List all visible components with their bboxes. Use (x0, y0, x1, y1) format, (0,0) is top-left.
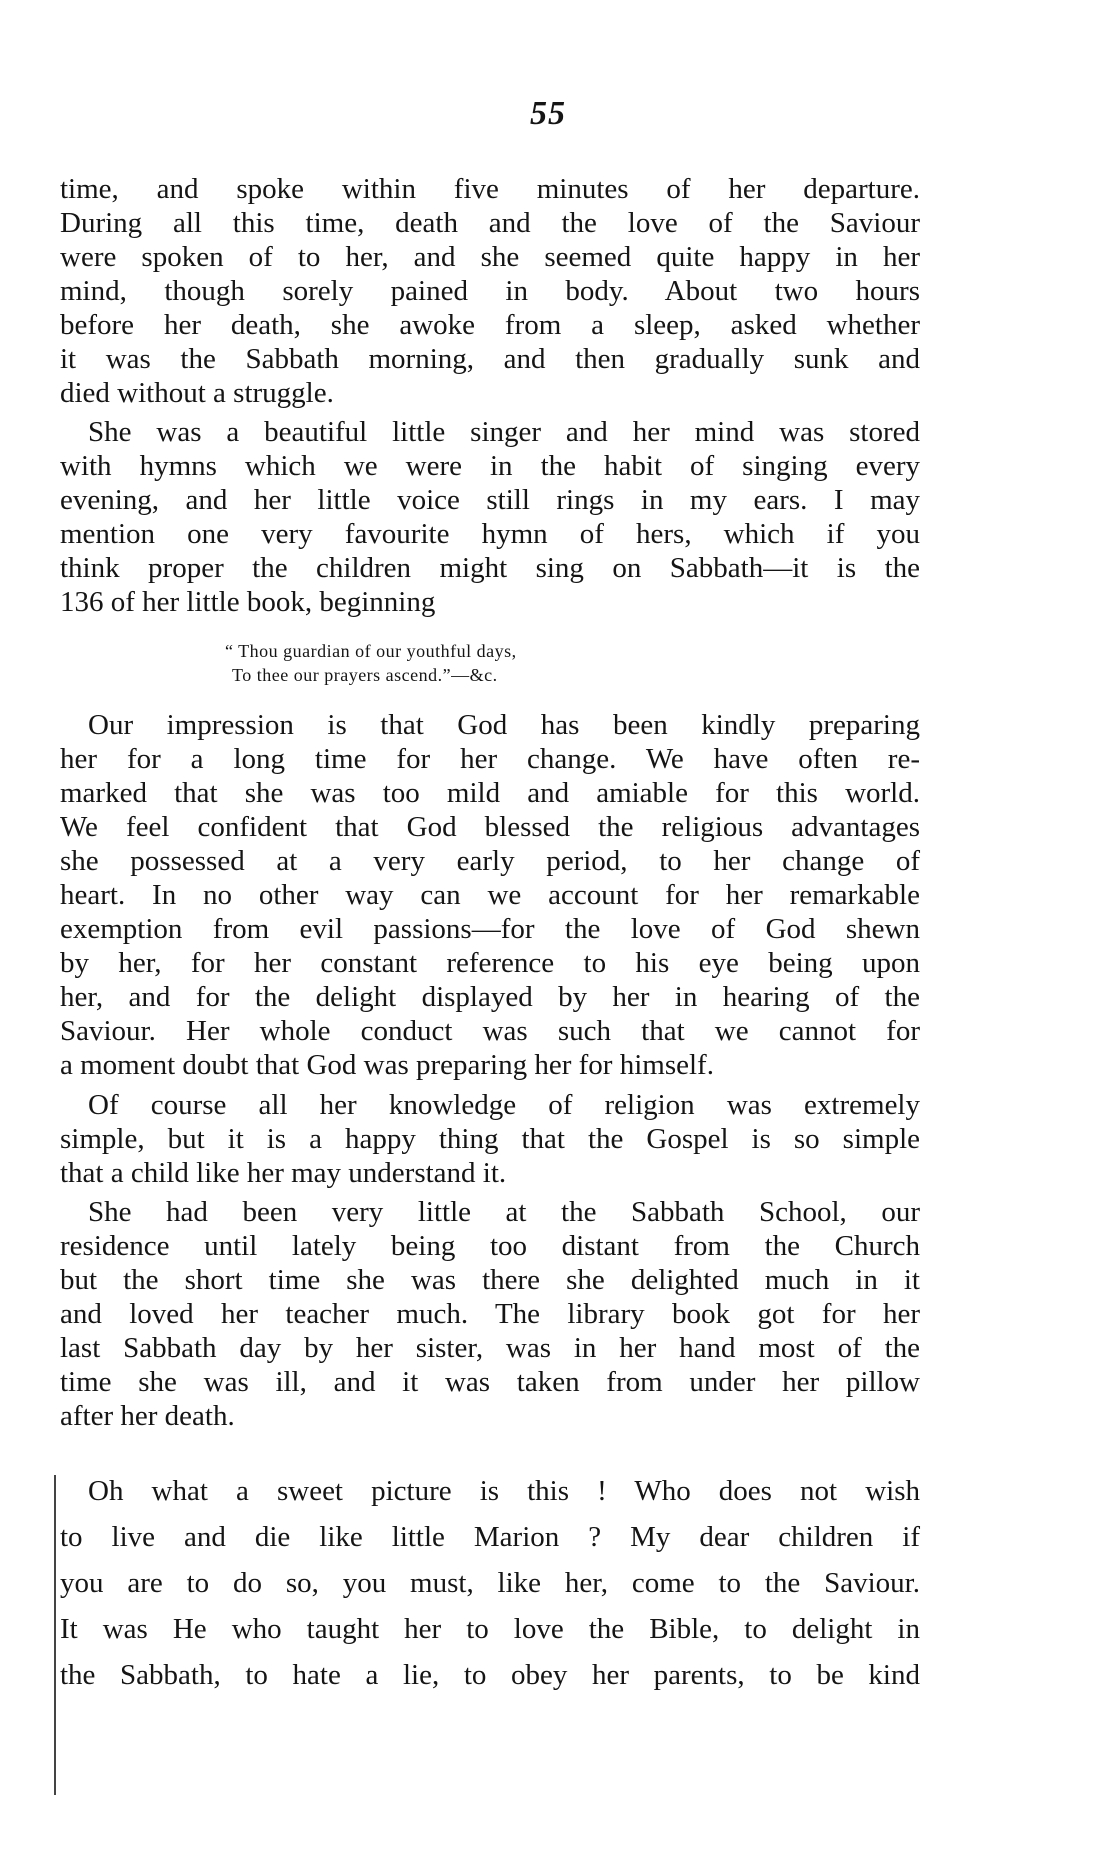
text-line: that a child like her may understand it. (60, 1157, 507, 1189)
text-line: It was He who taught her to love the Bible, to delight in (60, 1613, 920, 1645)
text-line: mention one very favourite hymn of hers, which if you (60, 518, 920, 550)
text-line: time, and spoke within five minutes of her departure. (60, 173, 920, 205)
text-line: evening, and her little voice still rings in my ears. I may (60, 484, 920, 516)
text-line: Our impression is that God has been kindly preparing (88, 709, 920, 741)
margin-rule (54, 1475, 56, 1795)
text-line: We feel confident that God blessed the religious advantages (60, 811, 920, 843)
hymn-verse-line: To thee our prayers ascend.”—&c. (232, 665, 498, 685)
text-line: it was the Sabbath morning, and then gradually sunk and (60, 343, 920, 375)
text-line: her, and for the delight displayed by her in hearing of the (60, 981, 920, 1013)
text-line: 136 of her little book, beginning (60, 586, 436, 618)
text-line: simple, but it is a happy thing that the Gospel is so simple (60, 1123, 920, 1155)
text-line: heart. In no other way can we account for her remarkable (60, 879, 920, 911)
text-line: but the short time she was there she delighted much in it (60, 1264, 920, 1296)
text-line: exemption from evil passions—for the love of God shewn (60, 913, 920, 945)
text-line: She was a beautiful little singer and her mind was stored (88, 416, 920, 448)
text-line: she possessed at a very early period, to her change of (60, 845, 920, 877)
text-line: marked that she was too mild and amiable for this world. (60, 777, 920, 809)
text-line: with hymns which we were in the habit of singing every (60, 450, 920, 482)
text-line: were spoken of to her, and she seemed quite happy in her (60, 241, 920, 273)
text-line: and loved her teacher much. The library book got for her (60, 1298, 920, 1330)
text-line: to live and die like little Marion ? My dear children if (60, 1521, 920, 1553)
text-line: time she was ill, and it was taken from under her pillow (60, 1366, 920, 1398)
text-line: her for a long time for her change. We have often re- (60, 743, 920, 775)
text-line: mind, though sorely pained in body. About two hours (60, 275, 920, 307)
page-number: 55 (530, 95, 566, 132)
text-line: before her death, she awoke from a sleep, asked whether (60, 309, 920, 341)
text-line: by her, for her constant reference to his eye being upon (60, 947, 920, 979)
text-line: think proper the children might sing on Sabbath—it is the (60, 552, 920, 584)
hymn-verse-line: “ Thou guardian of our youthful days, (225, 641, 517, 661)
text-line: She had been very little at the Sabbath School, our (88, 1196, 920, 1228)
text-line: residence until lately being too distant from the Church (60, 1230, 920, 1262)
text-line: after her death. (60, 1400, 235, 1432)
text-line: a moment doubt that God was preparing her for himself. (60, 1049, 714, 1081)
text-line: last Sabbath day by her sister, was in her hand most of the (60, 1332, 920, 1364)
text-line: the Sabbath, to hate a lie, to obey her parents, to be kind (60, 1659, 920, 1691)
text-line: Oh what a sweet picture is this ! Who does not wish (88, 1475, 920, 1507)
text-line: died without a struggle. (60, 377, 334, 409)
text-line: Saviour. Her whole conduct was such that we cannot for (60, 1015, 920, 1047)
text-line: During all this time, death and the love of the Saviour (60, 207, 920, 239)
text-line: you are to do so, you must, like her, come to the Saviour. (60, 1567, 920, 1599)
text-line: Of course all her knowledge of religion was extremely (88, 1089, 920, 1121)
